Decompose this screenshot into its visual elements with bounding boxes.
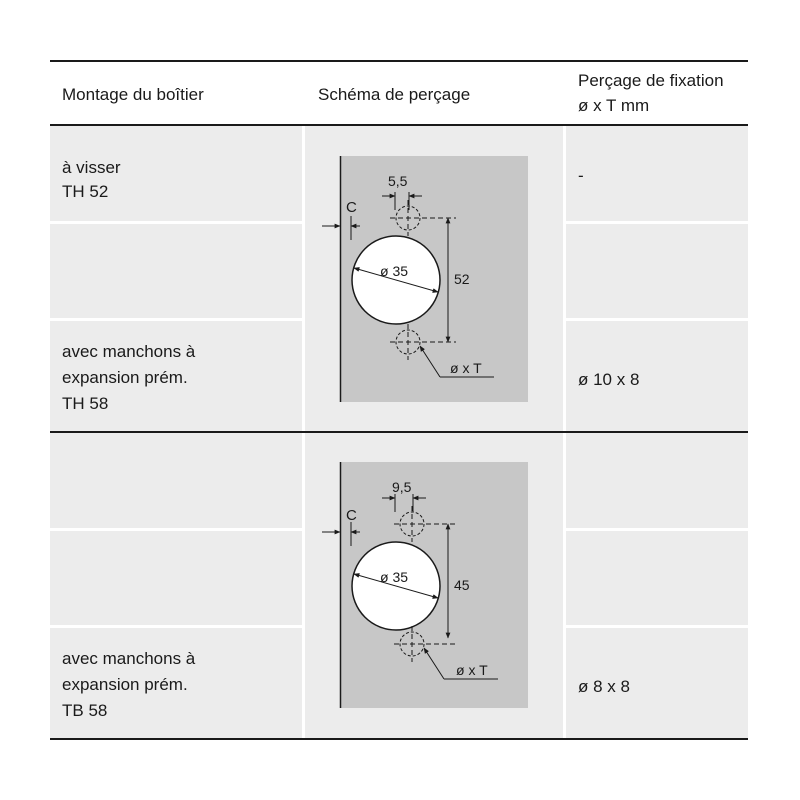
drilling-diagram-th52 bbox=[320, 150, 540, 406]
row-divider bbox=[566, 528, 748, 531]
row-divider bbox=[566, 318, 748, 321]
edge-distance-label: C bbox=[346, 507, 357, 524]
montage-manchons-line1: avec manchons à bbox=[62, 649, 196, 668]
table-bottom-rule bbox=[50, 738, 748, 740]
row-divider bbox=[50, 625, 302, 628]
montage-manchons-line1: avec manchons à bbox=[62, 342, 196, 361]
row-divider bbox=[50, 528, 302, 531]
percage-value: ø 8 x 8 bbox=[578, 677, 630, 696]
montage-a-visser-line1: à visser bbox=[62, 158, 121, 177]
header-bottom-rule bbox=[50, 124, 748, 126]
hole-size-label: ø x T bbox=[450, 360, 482, 376]
percage-dash: - bbox=[578, 166, 584, 185]
header-schema: Schéma de perçage bbox=[318, 85, 471, 104]
row-divider bbox=[566, 625, 748, 628]
montage-manchons-line2: expansion prém. bbox=[62, 675, 188, 694]
hole-spacing-label: 52 bbox=[454, 271, 470, 287]
cup-diameter-label: ø 35 bbox=[380, 569, 409, 585]
edge-distance-label: C bbox=[346, 199, 357, 216]
montage-manchons-line3: TH 58 bbox=[62, 394, 109, 413]
table-top-rule bbox=[50, 60, 748, 62]
column-divider bbox=[302, 60, 305, 738]
section-separator-rule bbox=[50, 431, 748, 433]
row-divider bbox=[50, 221, 302, 224]
row-divider bbox=[566, 221, 748, 224]
header-percage-line1: Perçage de fixation bbox=[578, 71, 724, 90]
montage-manchons-line3: TB 58 bbox=[62, 701, 108, 720]
montage-manchons-line2: expansion prém. bbox=[62, 368, 188, 387]
row-divider bbox=[50, 318, 302, 321]
column-divider bbox=[563, 60, 566, 738]
drilling-diagram-tb58 bbox=[320, 456, 540, 712]
cup-diameter-label: ø 35 bbox=[380, 263, 409, 279]
percage-value: ø 10 x 8 bbox=[578, 370, 640, 389]
hole-size-label: ø x T bbox=[456, 662, 488, 678]
hole-offset-label: 9,5 bbox=[392, 479, 412, 495]
header-percage-line2: ø x T mm bbox=[578, 96, 650, 115]
hole-offset-label: 5,5 bbox=[388, 173, 408, 189]
montage-a-visser-line2: TH 52 bbox=[62, 182, 109, 201]
hole-spacing-label: 45 bbox=[454, 577, 470, 593]
header-montage: Montage du boîtier bbox=[62, 85, 204, 104]
